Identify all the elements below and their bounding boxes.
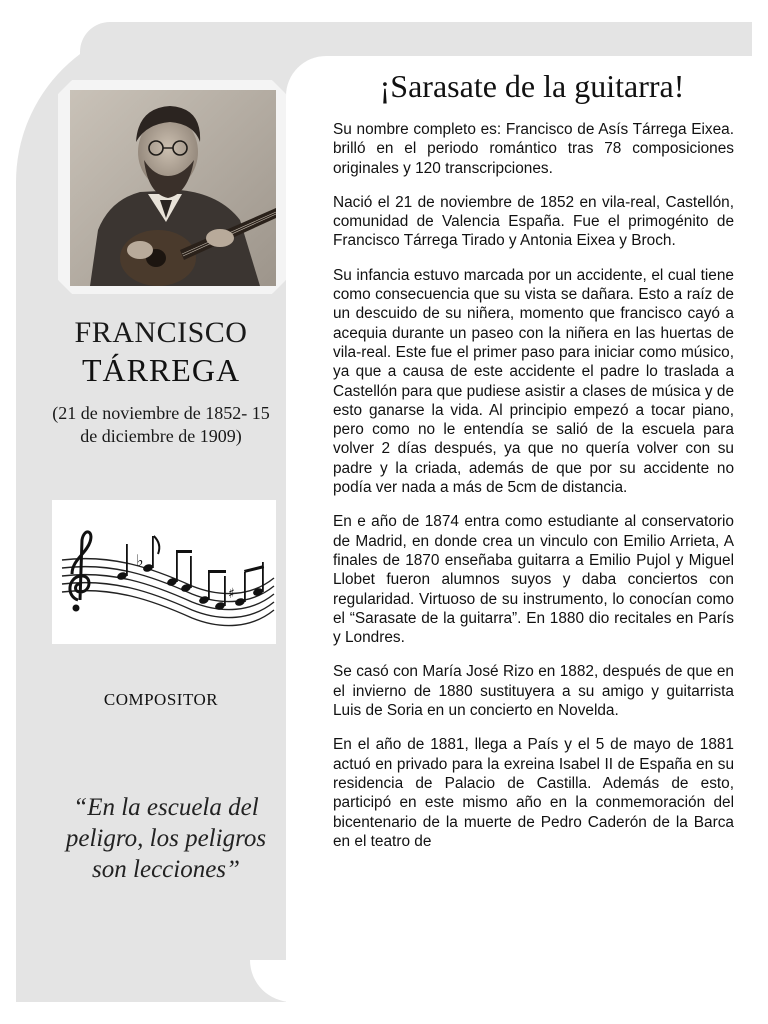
paragraph-4: En e año de 1874 entra como estudiante al conservatorio de Madrid, en donde crea un vinculo con Emilio Arrieta, A finales de 1870 enseñaba guitarra a Emilio Pujol y Miguel Llobet fueron alumnos suyos y daba conciertos con regularidad. Virtuoso de su instrumento, lo conocían como el “Sarasate de la guitarra”. En 1880 dio recitales en París y Londres. xyxy=(333,513,734,647)
biography-text xyxy=(333,120,734,966)
svg-text:♭: ♭ xyxy=(136,551,144,570)
paragraph-6: En el año de 1881, llega a País y el 5 de mayo de 1881 actuó en privado para la exreina Isabel II de España en su residencia de Palacio de Castilla. Además de esto, participó en este mismo año en la conmemoración del bicentenario de la muerte de Pedro Caderón de la Barca en el teatro de xyxy=(333,736,734,850)
headline: ¡Sarasate de la guitarra! xyxy=(379,68,685,104)
composer-first-name: FRANCISCO xyxy=(74,316,248,349)
paragraph-1: Su nombre completo es: Francisco de Asís Tárrega Eixea. brilló en el periodo romántico tras 78 composiciones originales y 120 transcripciones. xyxy=(333,121,734,177)
paragraph-2: Nació el 21 de noviembre de 1852 en vila-real, Castellón, comunidad de Valencia España. Fue el primogénito de Francisco Tárrega Tirado y Antonia Eixea y Broch. xyxy=(333,193,734,250)
paragraph-5: Se casó con María José Rizo en 1882, después de que en el invierno de 1880 sustituyera a su amigo y guitarrista Luis de Soria en un concierto en Novelda. xyxy=(333,663,734,720)
music-staff-notes-icon xyxy=(52,500,276,644)
role-label: COMPOSITOR xyxy=(103,690,219,709)
quote: “En la escuela del peligro, los peligros son lecciones” xyxy=(65,794,267,883)
paragraph-3: Su infancia estuvo marcada por un accidente, el cual tiene como consecuencia que su vista se dañara. Esto a raíz de un descuido de su niñera, momento que francisco cayó a acequia durante un paseo con la niñera en las huertas de vila-real. Este fue el primer paso para iniciar como músico, ya que a causa de este accidente el padre lo traslada a Castellón para que pudiese asistir a clases de música y de esto ganarse la vida. Al principio empezó a tocar piano, pero como no le entendía se salió de la escuela para volver 2 días después, ya que no quería volver con su padre y la criada, además de que por su accidente no podía ver nada a más de 5cm de distancia. xyxy=(333,266,734,497)
svg-text:♯: ♯ xyxy=(228,586,235,602)
background-bottom xyxy=(16,970,286,1002)
composer-last-name: TÁRREGA xyxy=(81,352,241,388)
life-dates: (21 de noviembre de 1852- 15 de diciembre de 1909) xyxy=(52,403,270,446)
music-image-box xyxy=(52,500,276,644)
portrait-photo xyxy=(70,90,276,286)
